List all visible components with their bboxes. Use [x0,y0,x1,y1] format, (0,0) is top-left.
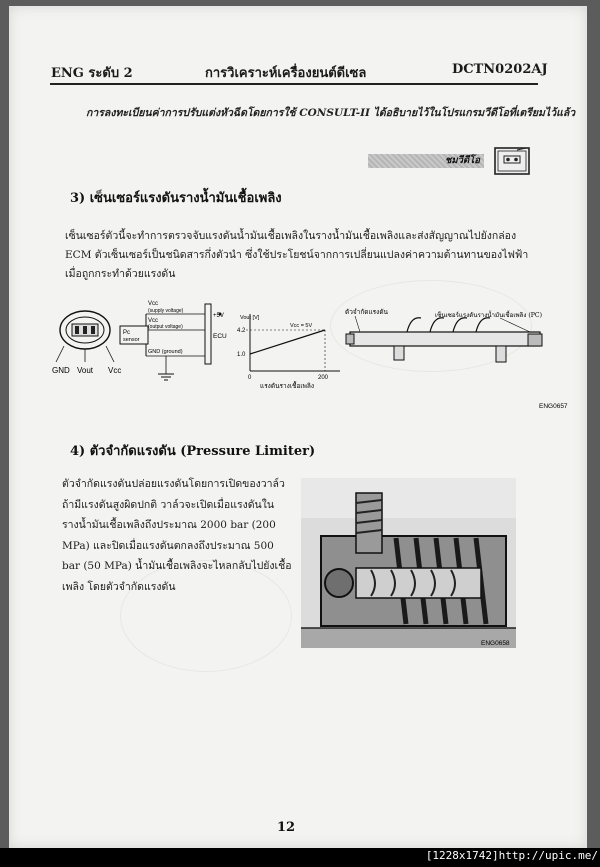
video-tape-icon [493,146,531,176]
graph-xlabel: แรงดันรางเชื้อเพลิง [260,382,315,390]
vcc-supply-note: (supply voltage) [148,308,184,314]
section-3-title: 3) เซ็นเซอร์แรงดันรางน้ำมันเชื้อเพลิง [70,191,282,206]
vcc-supply-label: Vcc [148,301,159,307]
gnd-label: GND (ground) [148,349,183,355]
graph-legend: Vcc = 5V [290,323,313,329]
sensor-sub-label: sensor [123,337,140,343]
plus5v-label: +5V [213,313,224,319]
watermark-text: [1228x1742]http://upic.me/ [425,849,598,862]
vcc-output-note: (output voltage) [148,324,183,330]
header-rule [50,83,538,85]
intro-text: การลงทะเบียนค่าการปรับแต่งหัวฉีดโดยการใช้ CONSULT-II ได้อธิบายไว้ในโปรแกรมวีดีโอที่เตรียมไว้แล้ว [86,107,576,119]
rail-label-pressure-limiter: ตัวจำกัดแรงดัน [345,308,389,316]
pin-label-vout: Vout [77,366,94,375]
diagram-code: ENG0657 [539,403,568,410]
page-number: 12 [277,820,296,835]
section-4-title: 4) ตัวจำกัดแรงดัน (Pressure Limiter) [70,444,316,459]
fuel-rail-drawing [346,316,542,362]
vcc-output-label: Vcc [148,318,159,324]
document-page [9,6,587,848]
rail-label-pressure-sensor: เซ็นเซอร์แรงดันรางน้ำมันเชื้อเพลิง (PC) [435,312,543,319]
graph-xtick-200: 200 [318,375,329,381]
sensor-diagram [50,296,568,416]
pin-label-vcc: Vcc [108,366,122,375]
sensor-label: Pc [123,330,131,336]
connector-drawing [56,311,114,362]
graph-ytick-high: 4.2 [237,328,246,334]
section-4-body: ตัวจำกัดแรงดันปล่อยแรงดันโดยการเปิดของวาล์วถ้ามีแรงดันสูงผิดปกติ วาล์วจะเปิดเมื่อแรงดันในรางน้ำมันเชื้อเพลิงถึงประมาณ 2000 bar (200 MPa) และปิดเมื่อแรงดันตกลงถึงประมาณ 500 bar (50 MPa) น้ำมันเชื้อเพลิงจะไหลกลับไปยังเชื้อเพลิง โดยตัวจำกัดแรงดัน [62,478,292,593]
header-left: ENG ระดับ 2 [51,66,133,81]
photo-code: ENG0658 [481,640,510,647]
header-right: DCTN0202AJ [452,62,548,77]
graph-ytick-low: 1.0 [237,352,246,358]
graph-ylabel: Vout [V] [240,315,260,321]
video-tag: ชมวีดีโอ [368,154,484,168]
pressure-limiter-photo [301,478,516,648]
ecu-label: ECU [213,333,227,340]
header-center: การวิเคราะห์เครื่องยนต์ดีเซล [205,66,367,81]
graph-xtick-0: 0 [248,375,252,381]
pin-label-gnd: GND [52,366,70,375]
section-3-body: เซ็นเซอร์ตัวนี้จะทำการตรวจจับแรงดันน้ำมันเชื้อเพลิงในรางน้ำมันเชื้อเพลิงและส่งสัญญาณไปยังกล่อง ECM ตัวเซ็นเซอร์เป็นชนิดสารกึ่งตัวนำ ซึ่งใช้ประโยชน์จากการเปลี่ยนแปลงค่าความต้านทานของไฟฟ้าเมื่อถูกกระทำด้วยแรงดัน [65,230,529,280]
